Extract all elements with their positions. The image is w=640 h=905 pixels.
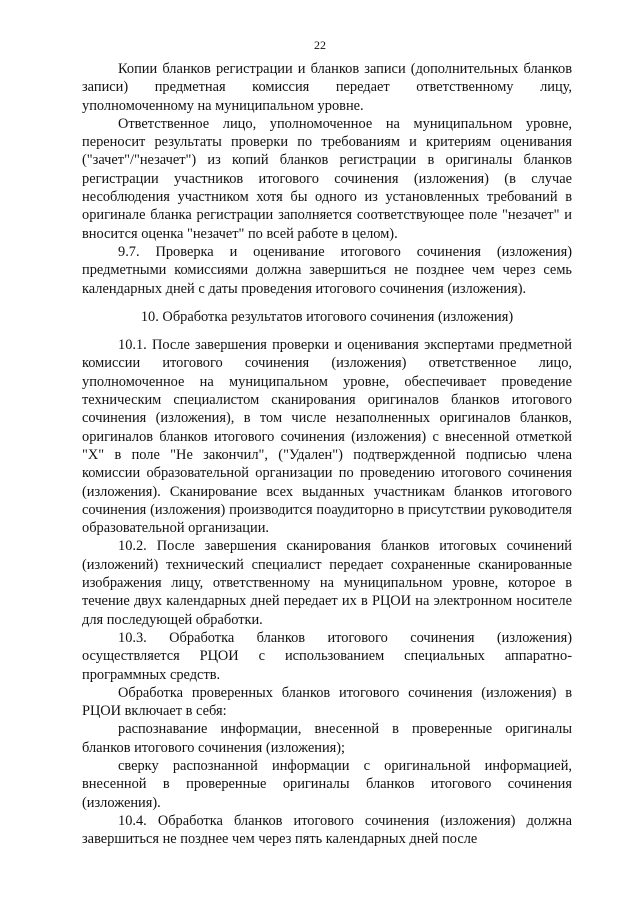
paragraph: 10.1. После завершения проверки и оценивания экспертами предметной комиссии итогового сочинения (изложения) ответственное лицо, уполномоченное на муниципальном уровне, обеспечивает проведение техническим специалистом сканирования оригиналов бланков итогового сочинения (изложения), в том числе незаполненных оригиналов бланков, оригиналов бланков итогового сочинения (изложения) с внесенной отметкой "Х" в поле "Не закончил", ("Удален") подтвержденной подписью члена комиссии образовательной организации по проведению итогового сочинения (изложения). Сканирование всех выданных участникам бланков итогового сочинения (изложения) производится поаудиторно в присутствии руководителя образовательной организации. <box>82 337 572 537</box>
paragraph: 10.4. Обработка бланков итогового сочинения (изложения) должна завершиться не позднее чем через пять календарных дней после <box>82 812 572 848</box>
paragraph: 9.7. Проверка и оценивание итогового сочинения (изложения) предметными комиссиями должна завершиться не позднее чем через семь календарных дней с даты проведения итогового сочинения (изложения). <box>82 243 572 297</box>
paragraph: Ответственное лицо, уполномоченное на муниципальном уровне, переносит результаты проверки по требованиям и критериям оценивания ("зачет"/"незачет") из копий бланков регистрации в оригиналы бланков регистрации участников итогового сочинения (изложения) (в случае несоблюдения участником хотя бы одного из установленных требований в оригинале бланка регистрации заполняется соответствующее поле "незачет" и вносится оценка "незачет" по всей работе в целом). <box>82 115 572 242</box>
paragraph: распознавание информации, внесенной в проверенные оригиналы бланков итогового сочинения (изложения); <box>82 721 572 756</box>
paragraph: 10.3. Обработка бланков итогового сочинения (изложения) осуществляется РЦОИ с использованием специальных аппаратно-программных средств. <box>82 629 572 683</box>
paragraph: Копии бланков регистрации и бланков записи (дополнительных бланков записи) предметная комиссия передает ответственному лицу, уполномоченному на муниципальном уровне. <box>82 61 572 114</box>
paragraph: Обработка проверенных бланков итогового сочинения (изложения) в РЦОИ включает в себя: <box>82 684 572 720</box>
document-body <box>82 60 572 848</box>
section-title: 10. Обработка результатов итогового сочинения (изложения) <box>140 308 514 325</box>
paragraph: 10.2. После завершения сканирования бланков итоговых сочинений (изложений) технический специалист передает сохраненные сканированные изображения лицу, ответственному на муниципальном уровне, которое в течение двух календарных дней передает их в РЦОИ на электронном носителе для последующей обработки. <box>82 538 572 628</box>
page-number: 22 <box>314 38 326 52</box>
paragraph: сверку распознанной информации с оригинальной информацией, внесенной в проверенные оригиналы бланков итогового сочинения (изложения). <box>82 757 572 811</box>
